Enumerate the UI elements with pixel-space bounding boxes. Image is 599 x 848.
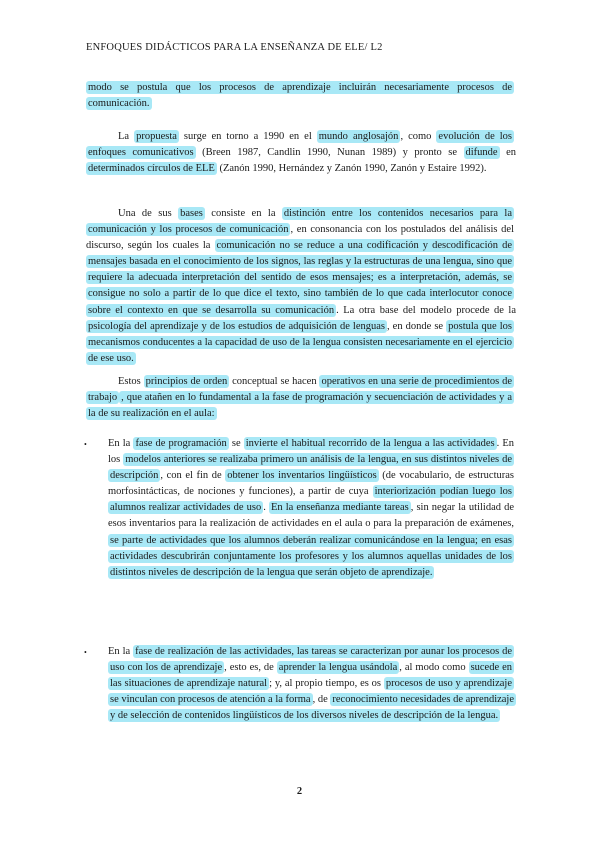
highlighted-text: propuesta xyxy=(136,131,177,142)
highlighted-text: comunicación no se reduce a una codificación y descodificación de mensajes basada en el conocimiento de los signos, las reglas y la estructuras de una lengua, sino que requiere la adecuada interpretación del sentido de esos mensajes; es a interpretación, además, se consigue no solo a partir de lo que dice el texto, sino también de lo que cada interlocutor conoce sobre el contexto en que se desarrolla su comunicación xyxy=(88,240,512,316)
paragraph-4 xyxy=(86,374,514,422)
text-run: Estos xyxy=(118,376,144,387)
highlighted-text: evolución de los enfoques comunicativos xyxy=(88,131,512,159)
text-run: , como xyxy=(400,131,437,142)
bullet-marker: • xyxy=(84,648,87,657)
highlighted-text: sucede en las situaciones de aprendizaje natural xyxy=(110,662,512,690)
highlighted-text: operativos en una serie de procedimientos de trabajo xyxy=(88,376,512,404)
highlighted-text: aprender la lengua usándola xyxy=(278,662,398,674)
highlighted-text: fase de programación xyxy=(135,438,227,449)
text-run: . La otra base del modelo procede de la xyxy=(336,304,517,316)
highlighted-text: reconocimiento necesidades de aprendizaje y de selección de contenidos lingüísticos de los diversos niveles de descripción de la lengua. xyxy=(110,694,515,722)
highlighted-text: se parte de actividades que los alumnos deberán realizar comunicándose en la lengua; en esas actividades descubrirán conjuntamente los profesores y los alumnos aquellas unidades de los distintos niveles de descripción de la lengua que serán objeto de aprendizaje. xyxy=(110,534,512,578)
highlighted-text: procesos de uso y aprendizaje se vinculan con procesos de atención a la forma xyxy=(110,678,512,706)
text-run: La xyxy=(118,131,135,142)
highlighted-text: psicología del aprendizaje y de los estudios de adquisición de lenguas xyxy=(88,320,385,332)
highlighted-text: bases xyxy=(180,208,203,219)
highlighted-text: invierte el habitual recorrido de la lengua a las actividades xyxy=(245,438,495,449)
highlighted-text: obtener los inventarios lingüísticos xyxy=(227,470,377,482)
text-run: . En los xyxy=(108,438,514,466)
highlighted-text: determinados círculos de ELE xyxy=(88,163,215,175)
highlighted-text: En la enseñanza mediante tareas xyxy=(270,502,409,514)
page-number: 2 xyxy=(296,786,303,797)
bullet-marker: • xyxy=(84,440,87,449)
paragraph-2 xyxy=(86,129,514,177)
bullet-item-2 xyxy=(84,644,515,724)
highlighted-text: interiorización podían luego los alumnos realizar actividades de uso xyxy=(110,486,512,514)
text-run: Una de sus xyxy=(118,208,179,219)
text-run: En la xyxy=(108,438,134,449)
text-run: (Zanón 1990, Hernández y Zanón 1990, Zanón y Estaire 1992). xyxy=(216,163,487,175)
text-run: consiste en la xyxy=(204,208,282,219)
text-run: , en consonancia con los postulados del análisis del discurso, según los cuales la xyxy=(86,224,514,252)
text-run: (Breen 1987, Candlin 1990, Nunan 1989) y pronto se xyxy=(195,147,464,159)
text-run: conceptual se hacen xyxy=(229,376,320,387)
bullet-text-2 xyxy=(108,644,514,724)
highlighted-text: principios de orden xyxy=(145,376,228,387)
highlighted-text: modo se postula que los procesos de aprendizaje incluirán necesariamente procesos de comunicación. xyxy=(88,82,512,110)
text-run: en xyxy=(499,147,516,159)
text-run: se xyxy=(228,438,244,449)
text-run: , sin negar la utilidad de esos inventarios para la realización de actividades en el aula o para la preparación de exámenes, xyxy=(108,502,515,530)
bullet-text-1 xyxy=(108,436,514,581)
text-run: , esto es, de xyxy=(224,662,277,674)
text-run: . xyxy=(263,502,269,514)
text-run: , en donde se xyxy=(387,320,447,332)
highlighted-text: postula que los mecanismos conducentes a la capacidad de uso de la lengua consisten necesariamente en el ejercicio de ese uso. xyxy=(88,320,512,364)
highlighted-text: , que atañen en lo fundamental a la fase de programación y secuenciación de actividades y a la de su realización en el aula: xyxy=(88,392,512,420)
text-run: , al modo como xyxy=(399,662,469,674)
highlighted-text: difunde xyxy=(465,147,498,159)
text-run: (de vocabulario, de estructuras morfosintácticas, de nociones y funciones), a partir de cuya xyxy=(108,470,515,498)
text-run: En la xyxy=(108,646,134,657)
paragraph-3 xyxy=(86,206,517,367)
highlighted-text: mundo anglosajón xyxy=(318,131,399,142)
running-header: ENFOQUES DIDÁCTICOS PARA LA ENSEÑANZA DE ELE/ L2 xyxy=(86,42,383,53)
paragraph-1 xyxy=(86,80,514,112)
text-run: , de xyxy=(312,694,331,706)
text-run: ; y, al propio tiempo, es os xyxy=(269,678,384,690)
bullet-item-1 xyxy=(84,436,515,581)
highlighted-text: distinción entre los contenidos necesarios para la comunicación y los procesos de comunicación xyxy=(88,208,512,236)
text-run: , con el fin de xyxy=(160,470,226,482)
text-run: surge en torno a 1990 en el xyxy=(178,131,317,142)
highlighted-text: fase de realización de las actividades, las tareas se caracterizan por aunar los procesos de uso con los de aprendizaje xyxy=(110,646,512,674)
highlighted-text: modelos anteriores se realizaba primero un análisis de la lengua, en sus distintos niveles de descripción xyxy=(110,454,512,482)
